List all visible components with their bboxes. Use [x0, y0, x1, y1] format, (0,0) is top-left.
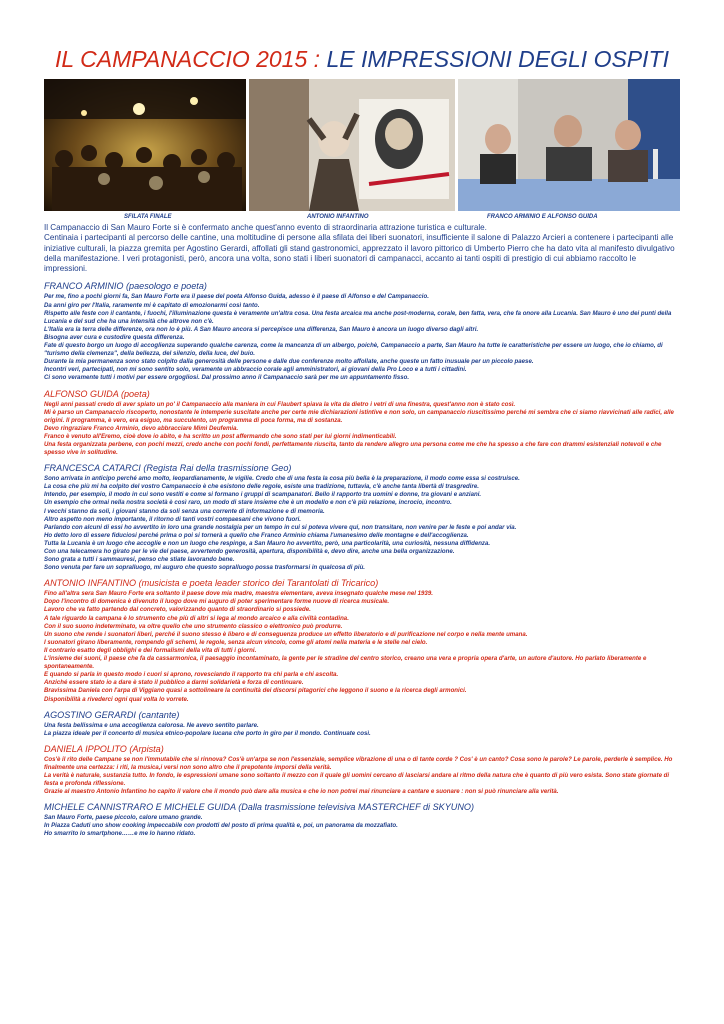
- guest-quote: [44, 401, 680, 458]
- quote-line: A tale riguardo la campana è lo strumento che più di altri si lega al mondo arcaico e alla civiltà contadina.: [44, 614, 349, 622]
- guest-heading: DANIELA IPPOLITO (Arpista): [44, 743, 164, 754]
- quote-line: Bravissima Daniela con l'arpa di Viggiano quasi a sottolineare la continuità dei discorsi pitagorici che leggono il suono e la ricerca degli armonici.: [44, 687, 467, 695]
- conference-image: [458, 79, 680, 211]
- guest-heading: ANTONIO INFANTINO (musicista e poeta leader storico dei Tarantolati di Tricarico): [44, 578, 379, 589]
- quote-line: I vecchi stanno da soli, i giovani stanno da soli senza una corrente di informazione e di memoria.: [44, 507, 325, 515]
- page-title: [0, 46, 724, 73]
- quote-line: Dopo l'incontro di domenica è divenuto il luogo dove mi auguro di poter sperimentare forme nuove di ricerca musicale.: [44, 598, 390, 606]
- quote-line: Ho detto loro di essere fiduciosi perché prima o poi si tornerà a quello che Franco Arminio chiama l'umanesimo delle montagne e dell'accoglienza.: [44, 531, 469, 539]
- quote-line: Rispetto alle feste con il cantante, i fuochi, l'illuminazione questa è veramente un'altra cosa. Una festa arcaica ma anche post-moderna, corale, ben fatta, vera, che fa onore alla Lucania. San Mauro è uno dei punti della Lucania e del sud che ha una intensità che altrove non c'è.: [44, 309, 672, 325]
- guest-heading: ALFONSO GUIDA (poeta): [44, 388, 150, 399]
- quote-line: Sono arrivata in anticipo perché amo molto, leopardianamente, le vigilie. Credo che di una festa la cosa più bella è la preparazione, il modo come essa si costruisce.: [44, 475, 520, 483]
- quote-line: Bisogna aver cura e custodire questa differenza.: [44, 333, 185, 341]
- guest-section: [44, 744, 680, 796]
- caption-sfilata-finale: SFILATA FINALE: [124, 214, 172, 220]
- quote-line: Tutta la Lucania è un luogo che accoglie e non un luogo che respinge, a San Mauro ho avvertito, però, una particolarità, una curiosità, nessuna diffidenza.: [44, 539, 491, 547]
- quote-line: L'insieme dei suoni, il paese che fa da cassarmonica, il paesaggio incontaminato, la gente per le stradine del centro storico, creano una vera e propria opera d'arte, un autore d'autore. Ho parlato liberamente e spontaneamente.: [44, 655, 647, 671]
- quote-line: E quando si parla in questo modo i cuori si aprono, rovesciando il rapporto tra chi parla e chi ascolta.: [44, 671, 339, 679]
- quote-line: Con il suo suono indeterminato, va oltre quello che uno strumento classico o elettronico può produrre.: [44, 622, 343, 630]
- guest-heading: FRANCO ARMINIO (paesologo e poeta): [44, 281, 207, 292]
- photo-antonio-infantino: [249, 79, 455, 211]
- quote-line: Negli anni passati credo di aver spiato un po' il Campanaccio alla maniera in cui Flaubert spiava la vita da dietro i vetri di una finestra, quest'anno non è stato così.: [44, 400, 516, 408]
- quote-line: Fino all'altra sera San Mauro Forte era soltanto il paese dove mia madre, maestra elementare, aveva insegnato qualche mese nel 1939.: [44, 590, 433, 598]
- intro-line: Il Campanaccio di San Mauro Forte si è confermato anche quest'anno evento di straordinaria attrazione turistica e culturale.: [44, 223, 487, 232]
- quote-line: Altro aspetto non meno importante, il ritorno di tanti vostri compaesani che vivono fuori.: [44, 515, 301, 523]
- quote-line: L'Italia era la terra delle differenze, ora non lo è più. A San Mauro ancora si percepisce una differenza, San Mauro è ancora un luogo diverso dagli altri.: [44, 325, 479, 333]
- guest-sections: [44, 281, 680, 838]
- quote-line: Intendo, per esempio, il modo in cui sono vestiti e come si formano i gruppi di scampanatori. Bello il rapporto tra uomini e donne, tra giovani e anziani.: [44, 491, 482, 499]
- quote-line: Fate di questo borgo un luogo di accoglienza superando qualche carenza, come la mancanza di un albergo, poichè, Campanaccio a parte, San Mauro ha tutte le caratteristiche per essere un luogo, che io chiamo, di "turismo della clemenza", della bellezza, del silenzio, della luce, del buio.: [44, 342, 663, 358]
- guest-section: [44, 802, 680, 838]
- intro-line: Centinaia i partecipanti al percorso delle cantine, una moltitudine di persone alla sfilata dei liberi suonatori, insufficiente il salone di Palazzo Arcieri a contenere i partecipanti alle iniziative culturali, la piazza gremita per Agostino Gerardi, affollati gli stand gastronomici, apprezzato il lavoro pittorico di Umberto Pierro che ha dato vita al manifesto divulgativo della manifestazione. I veri protagonisti, però, ancora una volta, sono stati i liberi suonatori di campanacci, accanto ai tanti ospiti di prestigio di cui abbiamo raccolto le impressioni.: [44, 233, 675, 274]
- quote-line: San Mauro Forte, paese piccolo, calore umano grande.: [44, 814, 203, 822]
- page-title-event: IL CAMPANACCIO 2015 :: [55, 46, 327, 72]
- photo-sfilata-finale: [44, 79, 246, 211]
- photo-arminio-guida: [458, 79, 680, 211]
- photo-strip: [44, 79, 680, 211]
- intro-paragraph: [44, 223, 680, 274]
- quote-line: Sono venuta per fare un sopralluogo, mi auguro che questo sopralluogo possa trasformarsi in qualcosa di più.: [44, 564, 365, 572]
- guest-heading: AGOSTINO GERARDI (cantante): [44, 709, 180, 720]
- quote-line: Anziché essere stato io a dare è stato il pubblico a darmi solidarietà e forza di continuare.: [44, 679, 304, 687]
- guest-quote: [44, 590, 680, 703]
- quote-line: Una festa bellissima e una accoglienza calorosa. Ne avevo sentito parlare.: [44, 721, 259, 729]
- quote-line: Sono grata a tutti i sammauresi, penso che stiate lavorando bene.: [44, 556, 235, 564]
- quote-line: Cos'è il rito delle Campane se non l'immutabile che si rinnova? Cos'è un'arpa se non l'essenziale, semplice vibrazione di una o di tante corde ? Cos' è un canto? Cosa sono le parole? Le parole, perderle è semplice. Ho finalmente una certezza: i riti, la musica,i versi non sono altro che il prepotente imporsi della verità.: [44, 755, 673, 771]
- quote-line: Mi è parso un Campanaccio riscoperto, nonostante le intemperie suscitate anche per certe mie dichiarazioni istintive e non solo, un campanaccio riuscitissimo perché mi sembra che ci siamo riavvicinati alle radici, alle origini. Il programma, è vero, era esiguo, ma succulento, un programma di poca forma, ma di sostanza.: [44, 408, 674, 424]
- quote-line: I suonatori girano liberamente, rompendo gli schemi, le regole, senza alcun vincolo, come gli atomi nella materia e le stelle nel cielo.: [44, 638, 428, 646]
- caption-antonio-infantino: ANTONIO INFANTINO: [307, 214, 369, 220]
- quote-line: La piazza ideale per il concerto di musica etnico-popolare lucana che porto in giro per il mondo. Continuate così.: [44, 729, 371, 737]
- quote-line: Grazie al maestro Antonio Infantino ho capito il valore che il mondo può dare alla musica e che io non potrei mai rinunciare a cantare e suonare : non si può rinunciare alla verità.: [44, 788, 559, 796]
- guest-quote: [44, 756, 680, 796]
- guest-section: [44, 710, 680, 738]
- guest-quote: [44, 475, 680, 572]
- performer-image: [249, 79, 455, 211]
- quote-line: Il contrario esatto degli obblighi e dei formalismi della vita di tutti i giorni.: [44, 646, 257, 654]
- guest-quote: [44, 293, 680, 382]
- guest-section: [44, 578, 680, 703]
- quote-line: Da anni giro per l'Italia, raramente mi è capitato di emozionarmi così tanto.: [44, 301, 260, 309]
- quote-line: Ho smarrito lo smartphone……e me lo hanno ridato.: [44, 830, 196, 838]
- quote-line: Ci sono veramente tutti i motivi per essere orgogliosi. Dal prossimo anno il Campanaccio sarà per me un appuntamento fisso.: [44, 374, 410, 382]
- article-body: [44, 223, 680, 845]
- quote-line: Parlando con alcuni di essi ho avvertito in loro una grande nostalgia per un tempo in cui si poteva vivere qui, non transitare, non venire per le feste e poi andar via.: [44, 523, 517, 531]
- guest-heading: MICHELE CANNISTRARO E MICHELE GUIDA (Dalla trasmissione televisiva MASTERCHEF di SKYUNO): [44, 802, 475, 813]
- guest-quote: [44, 722, 680, 738]
- guest-quote: [44, 814, 680, 838]
- quote-line: La cosa che più mi ha colpito del vostro Campanaccio è che esistono delle regole, esiste una tradizione, tuttavia, c'è anche tanta libertà di trasgredire.: [44, 483, 479, 491]
- caption-arminio-guida: FRANCO ARMINIO E ALFONSO GUIDA: [487, 214, 598, 220]
- guest-heading: FRANCESCA CATARCI (Regista Rai della trasmissione Geo): [44, 463, 292, 474]
- quote-line: Un suono che rende i suonatori liberi, perché il suono stesso è libero e di conseguenza produce un effetto liberatorio e di purificazione nel corpo e nella mente umana.: [44, 630, 528, 638]
- quote-line: Un esempio che ormai nella nostra società è così raro, un modo di stare insieme che è un modello e non c'è più relazione, incrocio, incontro.: [44, 499, 452, 507]
- quote-line: Disponibilità a rivederci ogni qual volta lo vorrete.: [44, 695, 189, 703]
- quote-line: La verità è naturale, sustanzia tutto. In fondo, le espressioni umane sono soltanto il mezzo con il quale gli uomini cercano di lasciarsi andare al ritmo della natura che è quanto di più vero esista. Sono state giornate di festa e profonda riflessione.: [44, 771, 670, 788]
- page-title-subject: LE IMPRESSIONI DEGLI OSPITI: [326, 46, 669, 72]
- quote-line: Una festa organizzata perbene, con pochi mezzi, credo anche con pochi fondi, perfettamente riuscita, tanto da rendere allegro una persona come me che ha spesso a che fare con drammi esistenziali notevoli e che spesso vive in solitudine.: [44, 440, 662, 457]
- quote-line: Durante la mia permanenza sono stato colpito dalla generosità delle persone e dalle due conferenze molto affollate, anche queste un fatto inusuale per un piccolo paese.: [44, 358, 534, 366]
- crowd-night-image: [44, 79, 246, 211]
- guest-section: [44, 389, 680, 458]
- quote-line: In Piazza Caduti uno show cooking impeccabile con prodotti del posto di prima qualità e, poi, un panorama da mozzafiato.: [44, 822, 398, 830]
- guest-section: [44, 463, 680, 572]
- quote-line: Con una telecamera ho girato per le vie del paese, avvertendo generosità, apertura, disponibilità e, devo dire, anche una bella organizzazione.: [44, 548, 455, 556]
- guest-section: [44, 281, 680, 382]
- quote-line: Franco è venuto all'Eremo, cioè dove io abito, e ha scritto un post affermando che sono stati per lui giorni indimenticabili.: [44, 432, 397, 440]
- quote-line: Incontri veri, partecipati, non mi sono sentito solo, veramente un abbraccio corale agli amministratori, ai giovani della Pro Loco e a tutti i cittadini.: [44, 366, 467, 374]
- quote-line: Per me, fino a pochi giorni fa, San Mauro Forte era il paese del poeta Alfonso Guida, adesso è il paese di Alfonso e del Campanaccio.: [44, 293, 429, 301]
- quote-line: Lavoro che va fatto partendo dal concreto, valorizzando quanto di straordinario si possiede.: [44, 606, 311, 614]
- quote-line: Devo ringraziare Franco Arminio, devo abbracciare Mimì Deufemia.: [44, 424, 239, 432]
